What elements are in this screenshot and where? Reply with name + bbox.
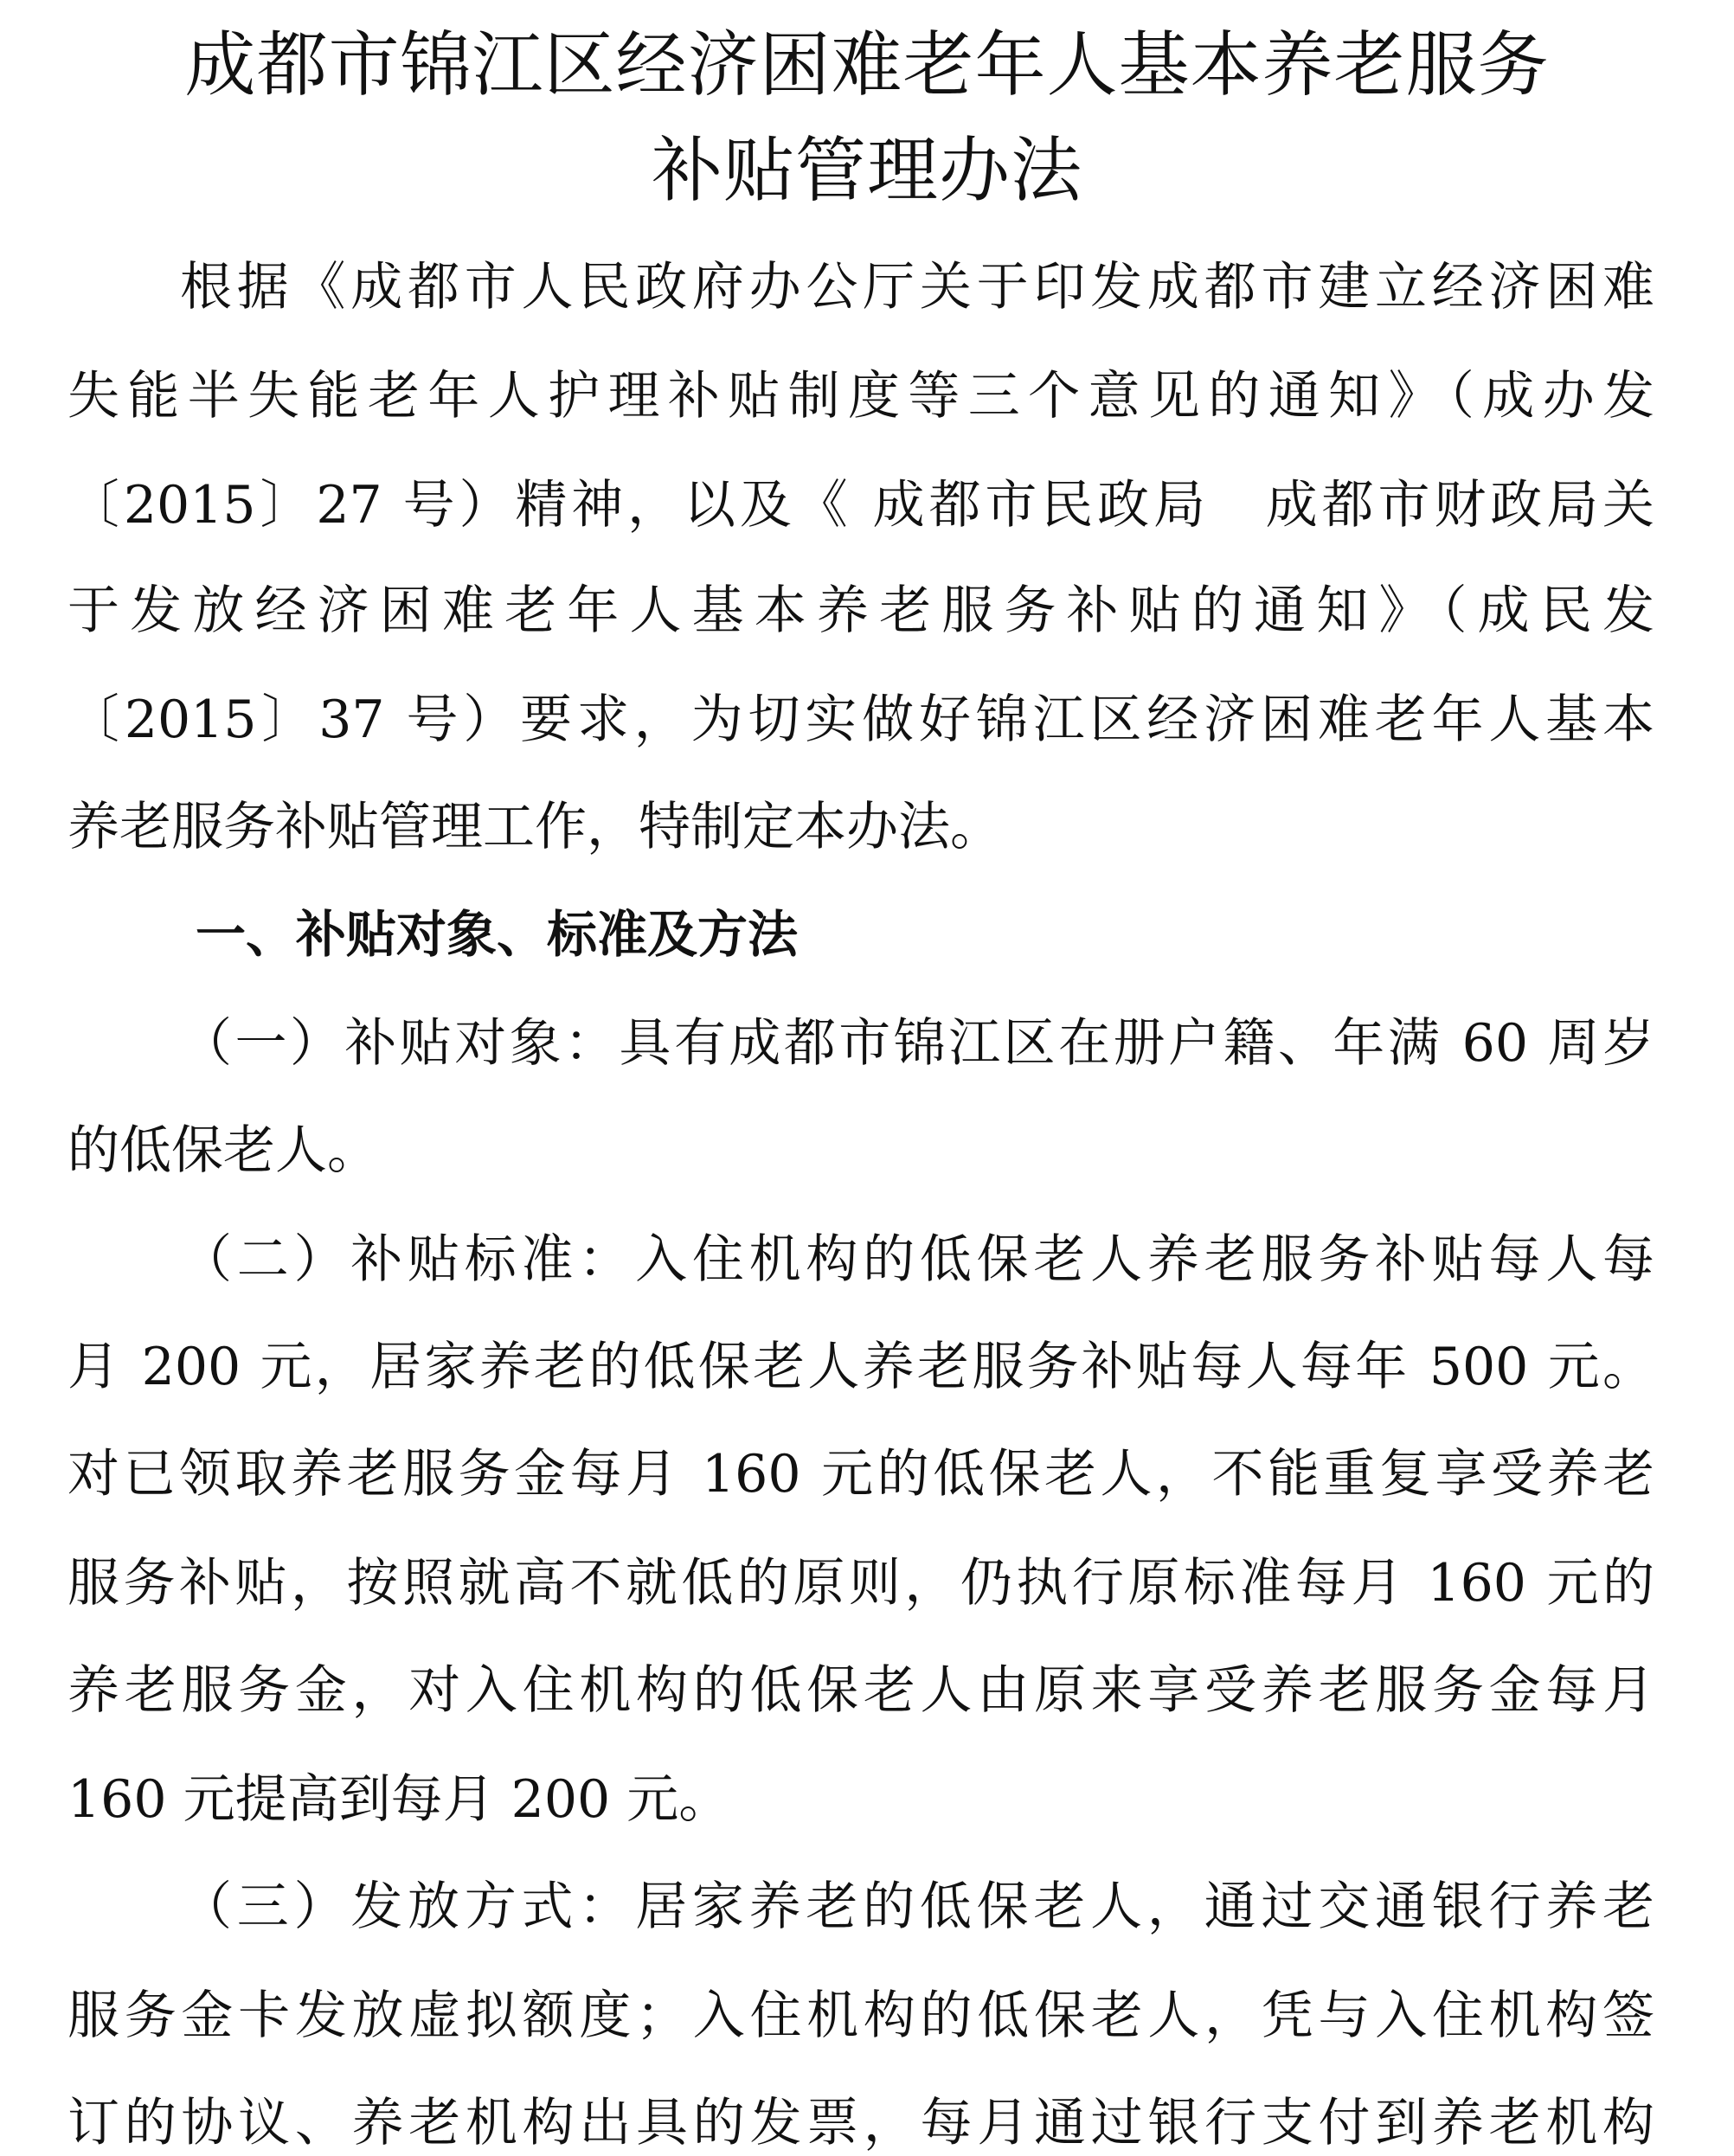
intro-paragraph-line-1: 根据《成都市人民政府办公厅关于印发成都市建立经济困难 (180, 257, 1654, 318)
item-3-line-3: 订的协议、养老机构出具的发票，每月通过银行支付到养老机构 (67, 2093, 1654, 2153)
document-title-line-2: 补贴管理办法 (651, 130, 1082, 212)
intro-paragraph-line-2: 失能半失能老年人护理补贴制度等三个意见的通知》（成办发 (67, 366, 1654, 427)
item-1-line-1: （一）补贴对象：具有成都市锦江区在册户籍、年满 60 周岁 (180, 1013, 1654, 1074)
item-2-line-6: 160 元提高到每月 200 元。 (67, 1769, 731, 1830)
intro-paragraph-line-6: 养老服务补贴管理工作，特制定本办法。 (67, 797, 1002, 857)
item-2-line-1: （二）补贴标准：入住机构的低保老人养老服务补贴每人每 (180, 1229, 1654, 1290)
intro-paragraph-line-5: 〔2015〕37 号）要求，为切实做好锦江区经济困难老年人基本 (67, 690, 1654, 750)
item-2-line-4: 服务补贴，按照就高不就低的原则，仍执行原标准每月 160 元的 (67, 1553, 1654, 1614)
item-1-line-2: 的低保老人。 (67, 1120, 379, 1181)
intro-paragraph-line-4: 于发放经济困难老年人基本养老服务补贴的通知》（成民发 (67, 581, 1654, 641)
item-2-line-2: 月 200 元，居家养老的低保老人养老服务补贴每人每年 500 元。 (67, 1337, 1654, 1397)
document-title-line-1: 成都市锦江区经济困难老年人基本养老服务 (184, 24, 1550, 106)
item-3-line-2: 服务金卡发放虚拟额度；入住机构的低保老人，凭与入住机构签 (67, 1986, 1654, 2046)
item-2-line-5: 养老服务金，对入住机构的低保老人由原来享受养老服务金每月 (67, 1660, 1654, 1721)
item-2-line-3: 对已领取养老服务金每月 160 元的低保老人，不能重复享受养老 (67, 1444, 1654, 1505)
section-heading-1: 一、补贴对象、标准及方法 (196, 905, 799, 964)
item-3-line-1: （三）发放方式：居家养老的低保老人，通过交通银行养老 (180, 1877, 1654, 1937)
intro-paragraph-line-3: 〔2015〕27 号）精神，以及《 成都市民政局 成都市财政局关 (67, 475, 1654, 536)
